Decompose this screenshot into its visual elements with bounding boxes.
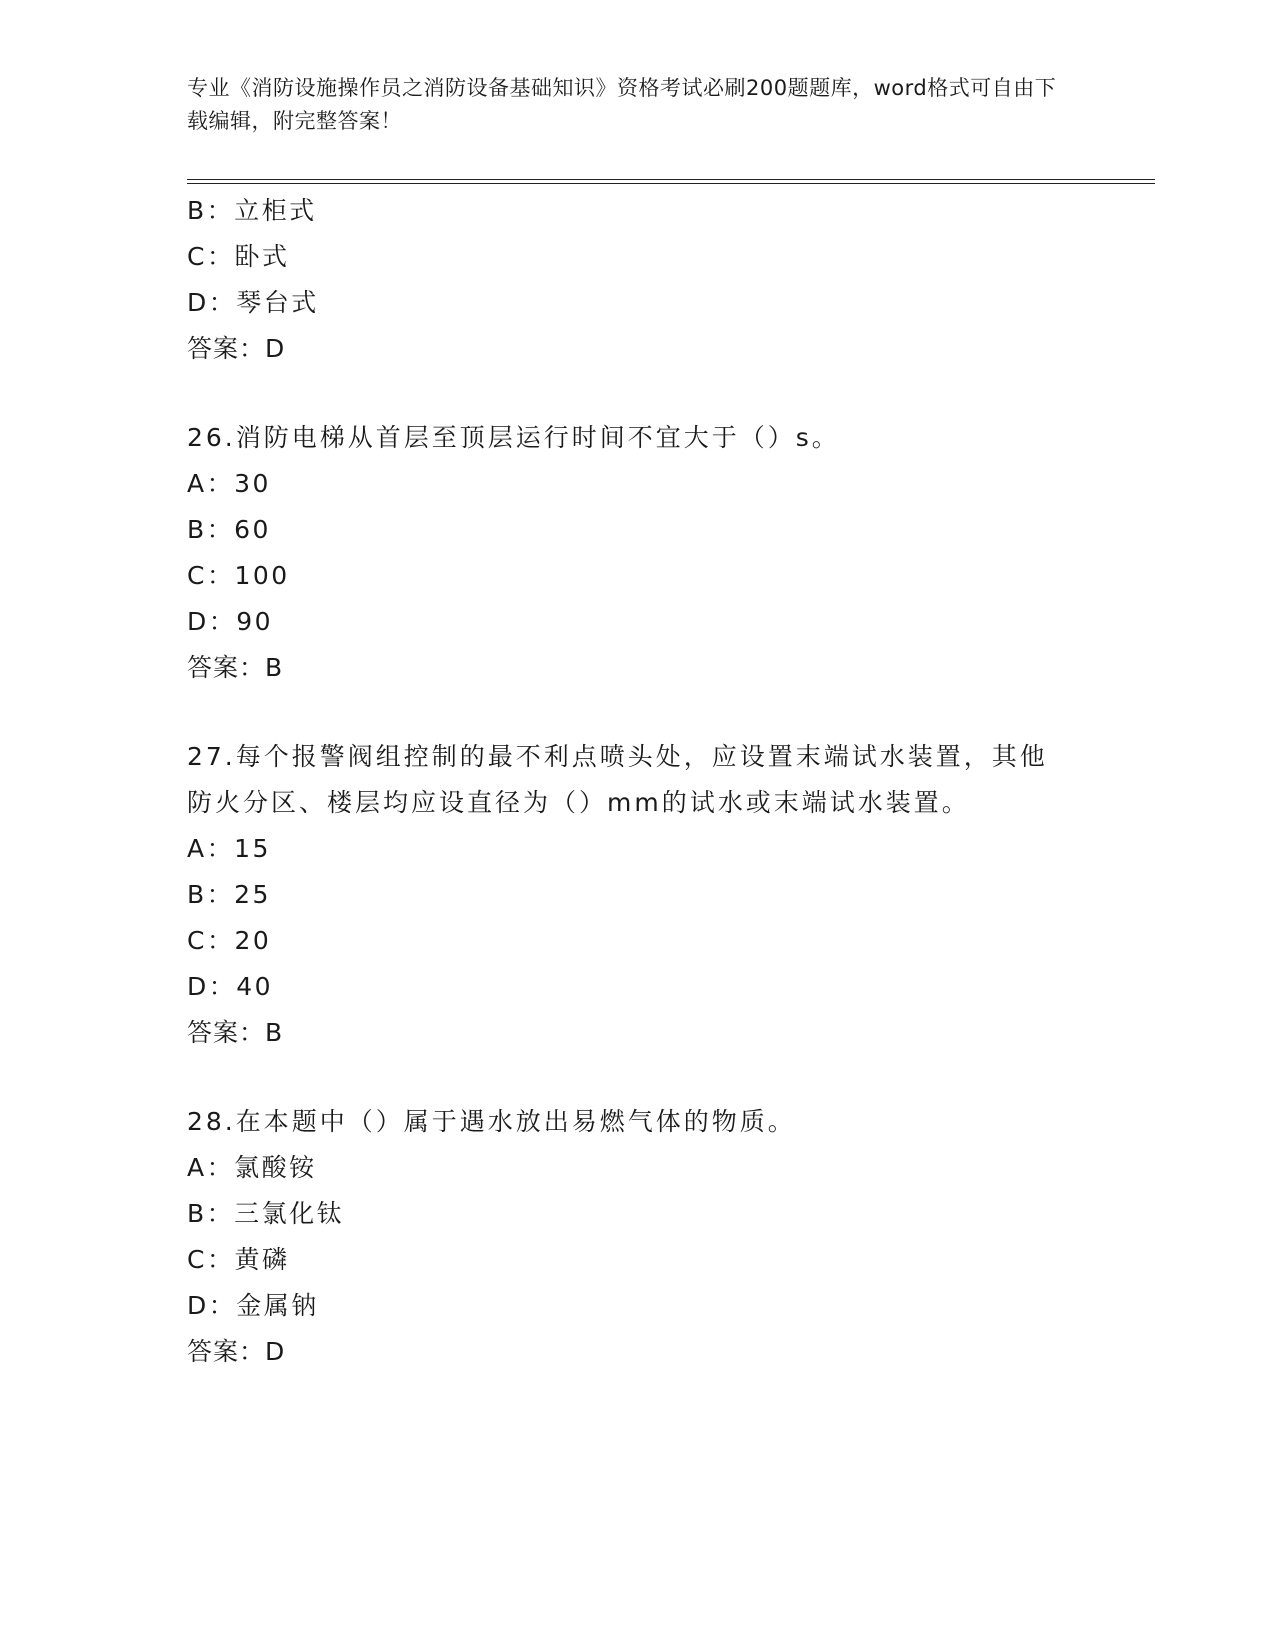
option-d: D：90 — [187, 607, 274, 636]
option-b: B：三氯化钛 — [187, 1199, 345, 1228]
question-26 — [187, 415, 1087, 691]
option-a: A：氯酸铵 — [187, 1153, 317, 1182]
option-d: D：琴台式 — [187, 288, 319, 317]
option-b: B：25 — [187, 880, 271, 909]
question-content — [187, 188, 1087, 1375]
answer-line: 答案：D — [187, 1337, 286, 1366]
option-c: C：100 — [187, 561, 290, 590]
answer-line: 答案：B — [187, 1018, 284, 1047]
option-d: D：金属钠 — [187, 1291, 319, 1320]
option-a: A：30 — [187, 469, 271, 498]
question-text: 27.每个报警阀组控制的最不利点喷头处，应设置末端试水装置，其他防火分区、楼层均应设直径为（）mm的试水或末端试水装置。 — [187, 742, 1048, 817]
question-text: 28.在本题中（）属于遇水放出易燃气体的物质。 — [187, 1107, 796, 1136]
header-divider-top — [187, 179, 1155, 180]
question-28 — [187, 1099, 1087, 1375]
option-d: D：40 — [187, 972, 274, 1001]
header-divider-bottom — [187, 183, 1155, 184]
option-a: A：15 — [187, 834, 271, 863]
option-b: B：60 — [187, 515, 271, 544]
option-c: C：黄磷 — [187, 1245, 290, 1274]
answer-line: 答案：B — [187, 653, 284, 682]
option-c: C：20 — [187, 926, 272, 955]
continued-question — [187, 188, 1087, 372]
document-header — [187, 72, 1067, 138]
document-title: 专业《消防设施操作员之消防设备基础知识》资格考试必刷200题题库，word格式可自由下载编辑，附完整答案！ — [187, 76, 1057, 133]
option-b: B：立柜式 — [187, 196, 317, 225]
question-27 — [187, 734, 1087, 1056]
option-c: C：卧式 — [187, 242, 290, 271]
answer-line: 答案：D — [187, 334, 286, 363]
question-text: 26.消防电梯从首层至顶层运行时间不宜大于（）s。 — [187, 423, 840, 452]
